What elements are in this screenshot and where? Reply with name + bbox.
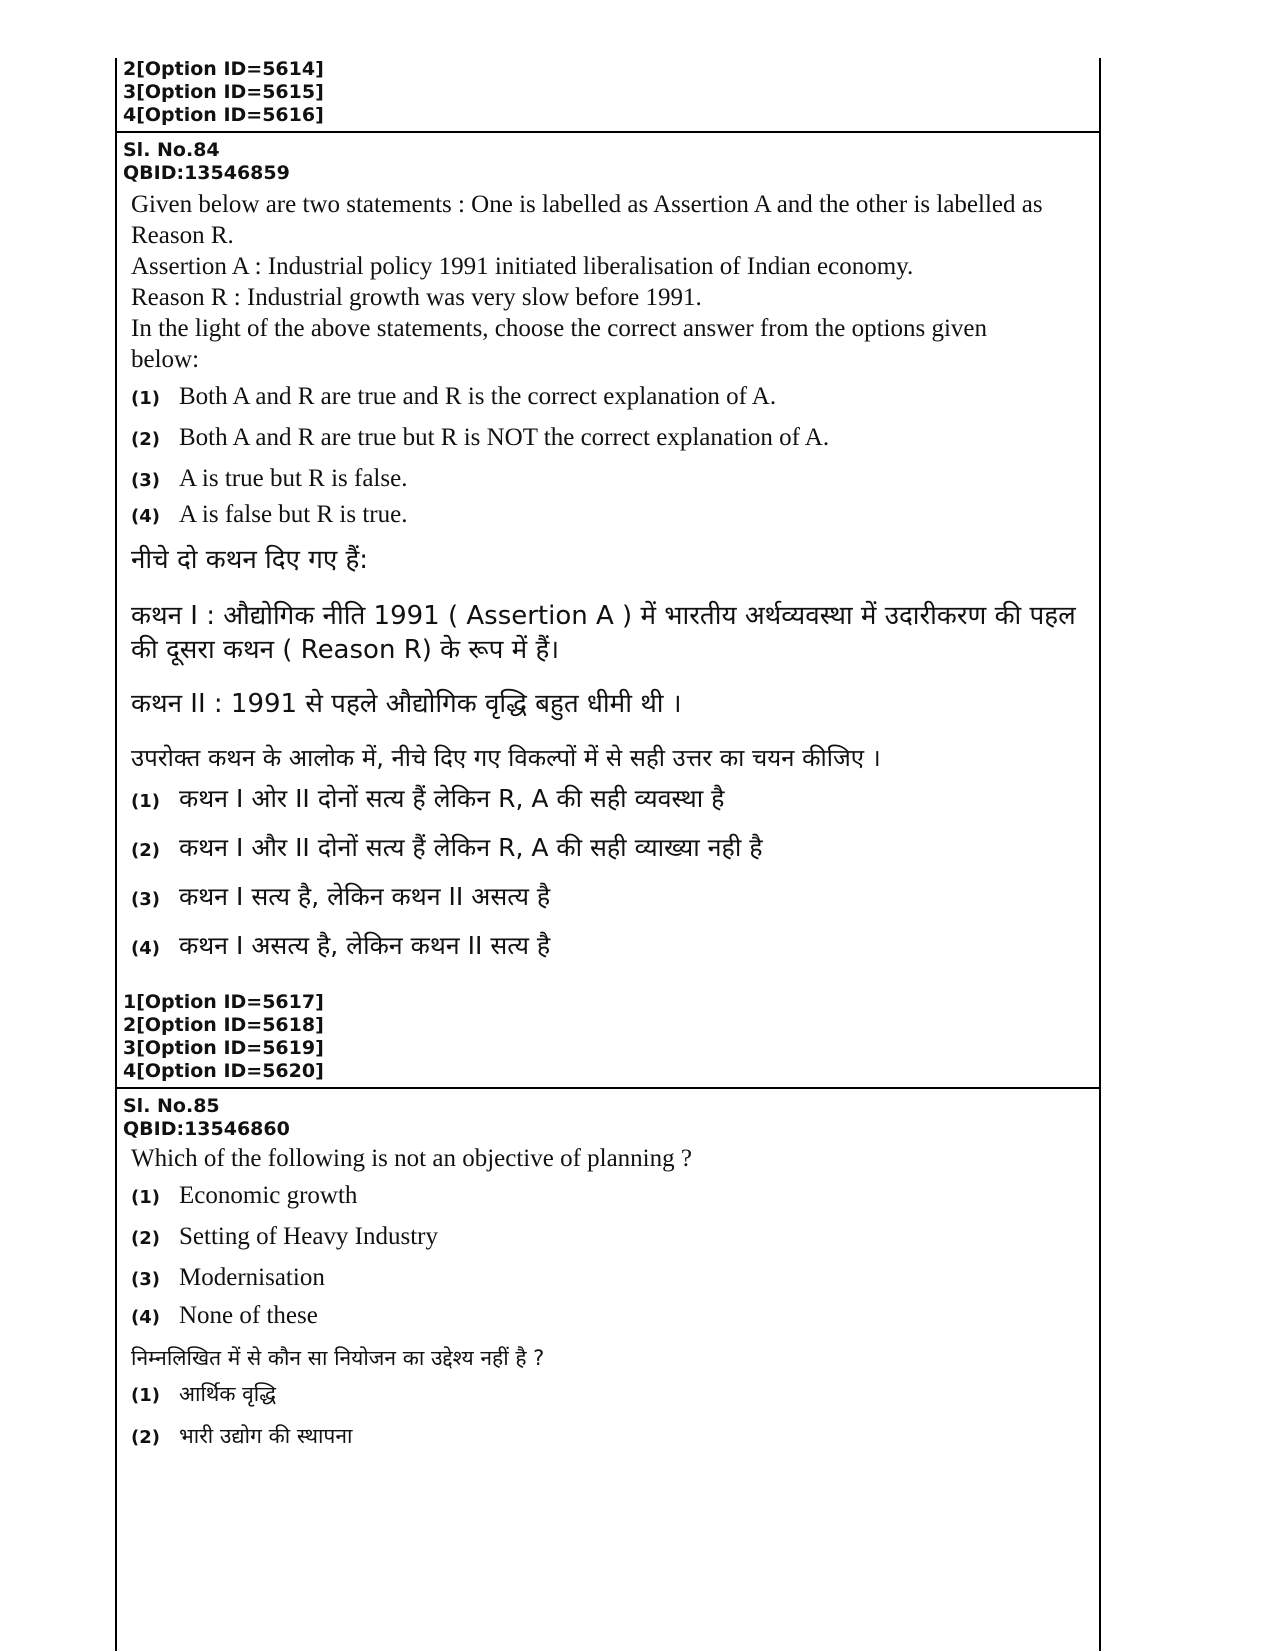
option-row — [131, 1422, 1099, 1464]
question-line: Assertion A : Industrial policy 1991 initiated liberalisation of Indian economy. — [131, 253, 914, 280]
option-id: 3[Option ID=5615] — [123, 81, 324, 103]
question-85 — [117, 1089, 1099, 1468]
option-ids — [123, 991, 1099, 1083]
option-text: A is true but R is false. — [179, 465, 408, 492]
serial-number: Sl. No.84 — [123, 139, 220, 161]
option-text: Both A and R are true but R is NOT the correct explanation of A. — [179, 424, 830, 451]
option-row — [131, 383, 1099, 424]
option-row — [131, 1182, 1099, 1223]
option-row — [131, 1223, 1099, 1264]
option-row — [131, 781, 1099, 830]
option-text: कथन I और II दोनों सत्य हैं लेकिन R, A की सही व्याख्या नही है — [179, 833, 763, 862]
question-frame — [115, 58, 1101, 1651]
option-row — [131, 928, 1099, 977]
hindi-options — [123, 781, 1099, 977]
option-text: Modernisation — [179, 1264, 325, 1291]
hindi-instruction: उपरोक्त कथन के आलोक में, नीचे दिए गए विकल्पों में से सही उत्तर का चयन कीजिए । — [131, 744, 881, 772]
option-row — [131, 465, 1099, 501]
hindi-statement-2: कथन II : 1991 से पहले औद्योगिक वृद्धि बहुत धीमी थी । — [131, 689, 682, 719]
english-options — [123, 1182, 1099, 1342]
previous-option-ids — [117, 58, 1099, 133]
option-number: (3) — [131, 889, 160, 910]
option-id: 3[Option ID=5619] — [123, 1037, 324, 1059]
option-id: 2[Option ID=5614] — [123, 58, 324, 80]
hindi-statement-1: कथन I : औद्योगिक नीति 1991 ( Assertion A ) में भारतीय अर्थव्यवस्था में उदारीकरण की पहल की दूसरा कथन ( Reason R) के रूप में हैं। — [131, 601, 1076, 665]
option-id: 4[Option ID=5616] — [123, 104, 324, 126]
question-line: Reason R : Industrial growth was very slow before 1991. — [131, 284, 702, 311]
option-number: (3) — [131, 1269, 160, 1290]
option-text: आर्थिक वृद्धि — [179, 1382, 277, 1406]
option-id: 1[Option ID=5617] — [123, 991, 324, 1013]
question-84 — [117, 133, 1099, 1089]
option-row — [131, 424, 1099, 465]
option-text: कथन I सत्य है, लेकिन कथन II असत्य है — [179, 882, 551, 911]
option-text: भारी उद्योग की स्थापना — [179, 1424, 353, 1448]
option-row — [131, 1302, 1099, 1342]
option-text: कथन I असत्य है, लेकिन कथन II सत्य है — [179, 931, 551, 960]
option-number: (2) — [131, 429, 160, 450]
option-text: Both A and R are true and R is the correct explanation of A. — [179, 383, 777, 410]
option-number: (1) — [131, 388, 160, 409]
hindi-question: निम्नलिखित में से कौन सा नियोजन का उद्देश्य नहीं है ? — [131, 1346, 545, 1370]
option-id: 4[Option ID=5620] — [123, 1060, 324, 1082]
question-line: Given below are two statements : One is labelled as Assertion A and the other is labelled as Reason R. — [131, 191, 1043, 249]
hindi-options — [123, 1380, 1099, 1464]
qbid: QBID:13546860 — [123, 1118, 290, 1140]
option-number: (2) — [131, 1228, 160, 1249]
option-number: (2) — [131, 840, 160, 861]
option-text: Economic growth — [179, 1182, 358, 1209]
english-question: Which of the following is not an objective of planning ? — [131, 1145, 692, 1172]
english-question — [131, 189, 1099, 375]
option-row — [131, 501, 1099, 539]
option-text: Setting of Heavy Industry — [179, 1223, 438, 1250]
option-number: (1) — [131, 791, 160, 812]
option-number: (1) — [131, 1385, 160, 1406]
qbid: QBID:13546859 — [123, 162, 290, 184]
option-row — [131, 879, 1099, 928]
option-number: (2) — [131, 1427, 160, 1448]
option-row — [131, 830, 1099, 879]
hindi-question — [123, 543, 1099, 775]
option-number: (1) — [131, 1187, 160, 1208]
option-text: कथन I ओर II दोनों सत्य हैं लेकिन R, A की सही व्यवस्था है — [179, 784, 725, 813]
option-number: (3) — [131, 470, 160, 491]
option-text: None of these — [179, 1302, 318, 1329]
option-number: (4) — [131, 938, 160, 959]
option-id: 2[Option ID=5618] — [123, 1014, 324, 1036]
option-row — [131, 1264, 1099, 1302]
serial-number: Sl. No.85 — [123, 1095, 220, 1117]
hindi-intro: नीचे दो कथन दिए गए हैं: — [131, 545, 369, 575]
english-options — [123, 383, 1099, 539]
option-text: A is false but R is true. — [179, 501, 408, 528]
question-line: In the light of the above statements, choose the correct answer from the options given below: — [131, 315, 987, 373]
option-number: (4) — [131, 1307, 160, 1328]
option-number: (4) — [131, 506, 160, 527]
option-row — [131, 1380, 1099, 1422]
